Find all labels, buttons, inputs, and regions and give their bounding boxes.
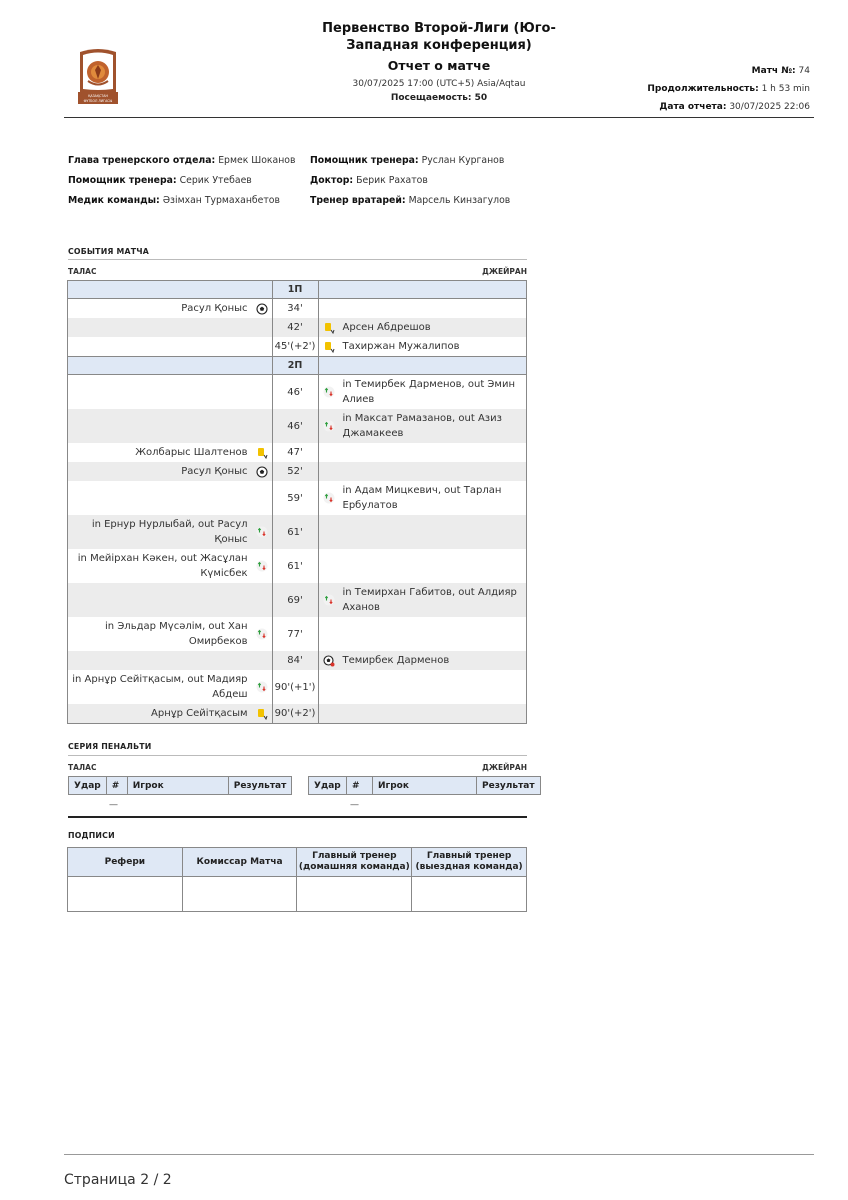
away-event-text: Темирбек Дарменов	[342, 655, 450, 666]
home-event-cell	[68, 409, 273, 443]
report-header	[64, 18, 814, 118]
home-event-cell	[68, 651, 273, 670]
column-header: Удар	[309, 777, 347, 795]
yellow-card-icon	[256, 447, 268, 459]
event-minute: 90'(+1')	[272, 670, 318, 704]
half-cell	[318, 357, 527, 375]
events-table	[67, 280, 527, 724]
half-cell	[318, 281, 527, 299]
home-event-cell	[68, 481, 273, 515]
home-event-cell	[68, 670, 273, 704]
event-minute: 46'	[272, 409, 318, 443]
substitution-icon	[256, 526, 268, 538]
column-header: #	[347, 777, 373, 795]
home-event-text: Жолбарыс Шалтенов	[135, 447, 248, 458]
event-row	[68, 704, 527, 724]
page-number: Страница 2 / 2	[64, 1172, 172, 1188]
event-minute: 46'	[272, 375, 318, 410]
header-center	[294, 20, 584, 103]
event-row	[68, 481, 527, 515]
league-logo-icon	[74, 48, 122, 106]
signature-header-away-coach: Главный тренер (выездная команда)	[412, 848, 527, 877]
home-event-cell	[68, 299, 273, 319]
event-row	[68, 617, 527, 651]
away-event-cell	[318, 481, 527, 515]
home-penalties-empty: —	[109, 800, 118, 810]
half-cell	[68, 281, 273, 299]
away-event-text: in Максат Рамазанов, out Азиз Джамакеев	[342, 413, 502, 439]
event-row	[68, 375, 527, 410]
column-header: #	[106, 777, 127, 795]
away-event-cell	[318, 299, 527, 319]
yellow-card-icon	[323, 341, 335, 353]
event-minute: 45'(+2')	[272, 337, 318, 357]
away-event-cell	[318, 318, 527, 337]
substitution-icon	[256, 681, 268, 693]
away-event-text: in Адам Мицкевич, out Тарлан Ербулатов	[342, 485, 502, 511]
home-team-name: ТАЛАС	[68, 763, 97, 772]
away-team-name: ДЖЕЙРАН	[482, 763, 527, 772]
away-event-cell	[318, 549, 527, 583]
signature-header-commissioner: Комиссар Матча	[182, 848, 297, 877]
event-row	[68, 299, 527, 319]
half-label: 2П	[272, 357, 318, 375]
signature-cell	[182, 877, 297, 912]
away-event-cell	[318, 443, 527, 462]
column-header: Результат	[477, 777, 541, 795]
event-minute: 42'	[272, 318, 318, 337]
goal-icon	[256, 303, 268, 315]
away-event-text: Арсен Абдрешов	[342, 322, 431, 333]
signature-cell	[297, 877, 412, 912]
away-event-text: in Темирбек Дарменов, out Эмин Алиев	[342, 379, 515, 405]
home-event-cell	[68, 617, 273, 651]
staff-list	[68, 150, 510, 210]
staff-entry: Медик команды: Әзімхан Турмаханбетов	[68, 194, 280, 206]
event-row	[68, 583, 527, 617]
report-date: Дата отчета: 30/07/2025 22:06	[659, 102, 810, 112]
match-datetime: 30/07/2025 17:00 (UTC+5) Asia/Aqtau	[352, 79, 526, 89]
away-event-cell	[318, 583, 527, 617]
column-header: Игрок	[127, 777, 228, 795]
event-row	[68, 443, 527, 462]
report-subtitle: Отчет о матче	[387, 58, 491, 73]
staff-entry: Доктор: Берик Рахатов	[310, 174, 428, 186]
match-duration: Продолжительность: 1 h 53 min	[647, 84, 810, 94]
event-minute: 90'(+2')	[272, 704, 318, 724]
away-event-cell	[318, 670, 527, 704]
away-event-text: in Темирхан Габитов, out Алдияр Аханов	[342, 587, 517, 613]
signature-cell	[68, 877, 183, 912]
away-penalties-empty: —	[350, 800, 359, 810]
penalties-section-title: СЕРИЯ ПЕНАЛЬТИ	[68, 742, 152, 751]
event-minute: 77'	[272, 617, 318, 651]
substitution-icon	[323, 492, 335, 504]
event-row	[68, 651, 527, 670]
substitution-icon	[256, 560, 268, 572]
event-minute: 34'	[272, 299, 318, 319]
yellow-card-icon	[323, 322, 335, 334]
event-minute: 61'	[272, 549, 318, 583]
home-event-cell	[68, 704, 273, 724]
column-header: Игрок	[373, 777, 477, 795]
staff-entry: Помощник тренера: Серик Утебаев	[68, 174, 252, 186]
half-header-row	[68, 281, 527, 299]
away-team-name: ДЖЕЙРАН	[482, 267, 527, 276]
away-event-cell	[318, 462, 527, 481]
competition-title: Первенство Второй-Лиги (Юго-Западная конференция)	[322, 21, 556, 53]
staff-entry: Тренер вратарей: Марсель Кинзагулов	[310, 194, 511, 206]
event-minute: 47'	[272, 443, 318, 462]
substitution-icon	[256, 628, 268, 640]
yellow-card-icon	[256, 708, 268, 720]
event-row	[68, 337, 527, 357]
home-event-text: in Эльдар Мүсәлім, out Хан Омирбеков	[105, 621, 248, 647]
event-minute: 61'	[272, 515, 318, 549]
signatures-table	[67, 847, 527, 912]
event-minute: 52'	[272, 462, 318, 481]
home-penalties-table	[68, 776, 292, 795]
signature-cell	[412, 877, 527, 912]
substitution-icon	[323, 420, 335, 432]
match-number: Матч №: 74	[751, 66, 810, 76]
event-minute: 59'	[272, 481, 318, 515]
match-meta	[647, 62, 810, 116]
event-row	[68, 409, 527, 443]
own-goal-icon	[323, 655, 335, 667]
home-event-text: in Ернур Нурлыбай, out Расул Қоныс	[91, 519, 248, 545]
svg-text:ҚАЗАҚСТАН: ҚАЗАҚСТАН	[88, 94, 108, 98]
divider	[68, 259, 527, 260]
home-event-cell	[68, 583, 273, 617]
away-event-cell	[318, 704, 527, 724]
penalties-team-row	[68, 763, 527, 772]
home-event-cell	[68, 318, 273, 337]
divider	[68, 755, 527, 756]
home-event-cell	[68, 337, 273, 357]
away-event-text: Тахиржан Мужалипов	[342, 341, 460, 352]
home-event-text: Расул Қоныс	[181, 466, 248, 477]
signatures-section-title: ПОДПИСИ	[68, 831, 115, 840]
staff-entry: Помощник тренера: Руслан Курганов	[310, 154, 505, 166]
attendance: Посещаемость: 50	[390, 93, 488, 103]
footer-divider	[64, 1154, 814, 1155]
event-row	[68, 670, 527, 704]
home-event-text: in Арнұр Сейітқасым, out Мадияр Абдеш	[72, 674, 248, 700]
home-event-text: in Мейірхан Кәкен, out Жасұлан Күмісбек	[77, 553, 248, 579]
events-team-row	[68, 267, 527, 276]
home-event-cell	[68, 462, 273, 481]
event-row	[68, 462, 527, 481]
signature-header-home-coach: Главный тренер (домашняя команда)	[297, 848, 412, 877]
events-section-title: СОБЫТИЯ МАТЧА	[68, 247, 149, 256]
home-event-cell	[68, 515, 273, 549]
away-event-cell	[318, 375, 527, 410]
home-event-cell	[68, 443, 273, 462]
column-header: Удар	[69, 777, 107, 795]
home-event-text: Арнұр Сейітқасым	[151, 708, 248, 719]
event-minute: 84'	[272, 651, 318, 670]
away-event-cell	[318, 409, 527, 443]
event-minute: 69'	[272, 583, 318, 617]
divider	[68, 816, 527, 818]
substitution-icon	[323, 386, 335, 398]
goal-icon	[256, 466, 268, 478]
away-event-cell	[318, 651, 527, 670]
away-event-cell	[318, 337, 527, 357]
event-row	[68, 549, 527, 583]
away-penalties-table	[308, 776, 541, 795]
half-header-row	[68, 357, 527, 375]
staff-entry: Глава тренерского отдела: Ермек Шоканов	[68, 154, 296, 166]
event-row	[68, 318, 527, 337]
half-label: 1П	[272, 281, 318, 299]
home-event-cell	[68, 375, 273, 410]
column-header: Результат	[228, 777, 292, 795]
event-row	[68, 515, 527, 549]
signature-header-referee: Рефери	[68, 848, 183, 877]
svg-text:ФУТБОЛ ЛИГАСЫ: ФУТБОЛ ЛИГАСЫ	[83, 99, 113, 103]
away-event-cell	[318, 617, 527, 651]
away-event-cell	[318, 515, 527, 549]
home-event-text: Расул Қоныс	[181, 303, 248, 314]
home-event-cell	[68, 549, 273, 583]
home-team-name: ТАЛАС	[68, 267, 97, 276]
half-cell	[68, 357, 273, 375]
substitution-icon	[323, 594, 335, 606]
